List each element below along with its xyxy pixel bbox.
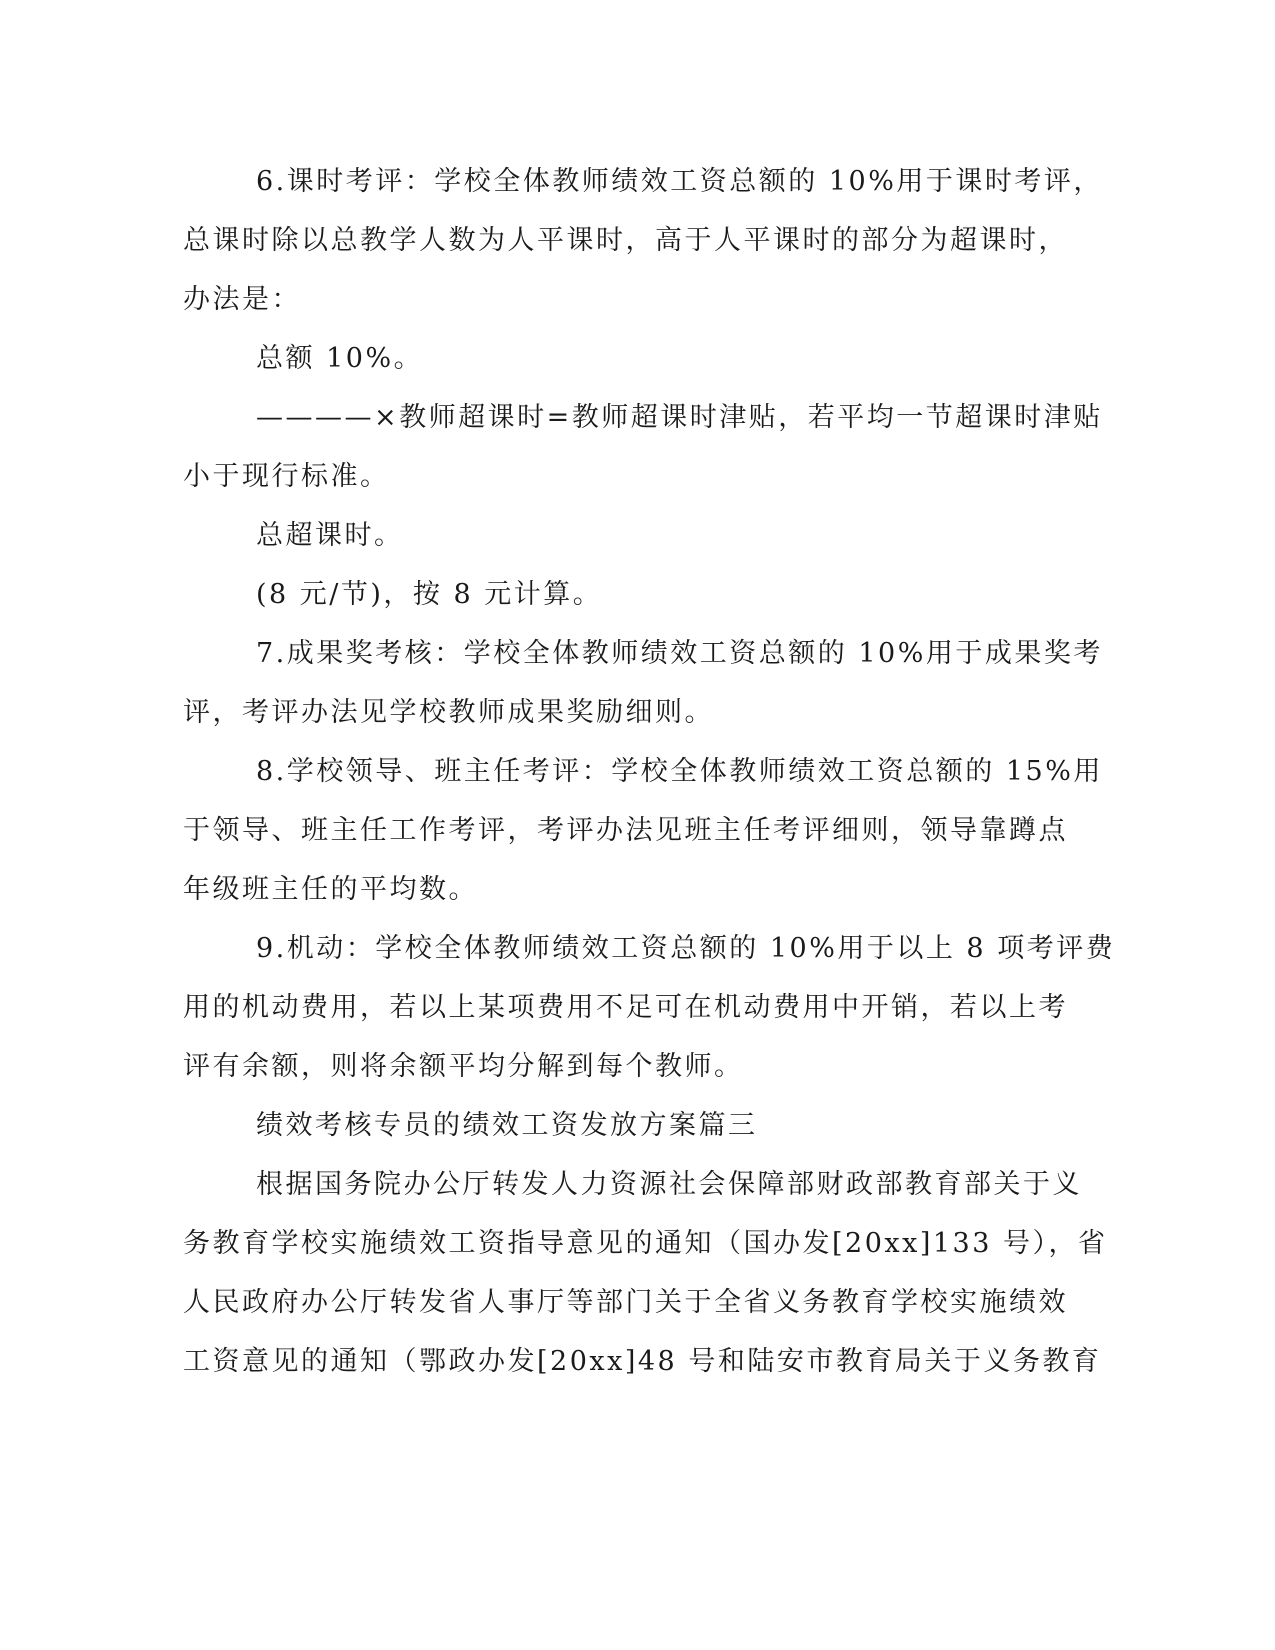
text-line: 8.学校领导、班主任考评：学校全体教师绩效工资总额的 15%用	[256, 756, 1103, 787]
text-line: 总额 10%。	[256, 343, 424, 374]
text-line: 于领导、班主任工作考评，考评办法见班主任考评细则，领导靠蹲点	[183, 815, 1068, 846]
text-line: 9.机动：学校全体教师绩效工资总额的 10%用于以上 8 项考评费	[256, 933, 1116, 964]
text-line: 年级班主任的平均数。	[183, 874, 478, 905]
section-heading: 绩效考核专员的绩效工资发放方案篇三	[256, 1110, 758, 1141]
text-line: 总超课时。	[256, 520, 404, 551]
text-line: 务教育学校实施绩效工资指导意见的通知（国办发[20xx]133 号），省	[183, 1228, 1108, 1259]
text-line: 总课时除以总教学人数为人平课时，高于人平课时的部分为超课时，	[183, 225, 1068, 256]
text-line: 工资意见的通知（鄂政办发[20xx]48 号和陆安市教育局关于义务教育	[183, 1346, 1102, 1377]
text-line: 人民政府办公厅转发省人事厅等部门关于全省义务教育学校实施绩效	[183, 1287, 1068, 1318]
text-line: ————×教师超课时=教师超课时津贴，若平均一节超课时津贴	[256, 402, 1103, 433]
text-line: 评，考评办法见学校教师成果奖励细则。	[183, 697, 714, 728]
text-line: 评有余额，则将余额平均分解到每个教师。	[183, 1051, 744, 1082]
text-line: 用的机动费用，若以上某项费用不足可在机动费用中开销，若以上考	[183, 992, 1068, 1023]
text-line: 7.成果奖考核：学校全体教师绩效工资总额的 10%用于成果奖考	[256, 638, 1103, 669]
text-line: 小于现行标准。	[183, 461, 390, 492]
text-line: (8 元/节)，按 8 元计算。	[256, 579, 603, 610]
text-line: 6.课时考评：学校全体教师绩效工资总额的 10%用于课时考评，	[256, 166, 1103, 197]
text-line: 办法是：	[183, 284, 301, 315]
text-line: 根据国务院办公厅转发人力资源社会保障部财政部教育部关于义	[256, 1169, 1082, 1200]
